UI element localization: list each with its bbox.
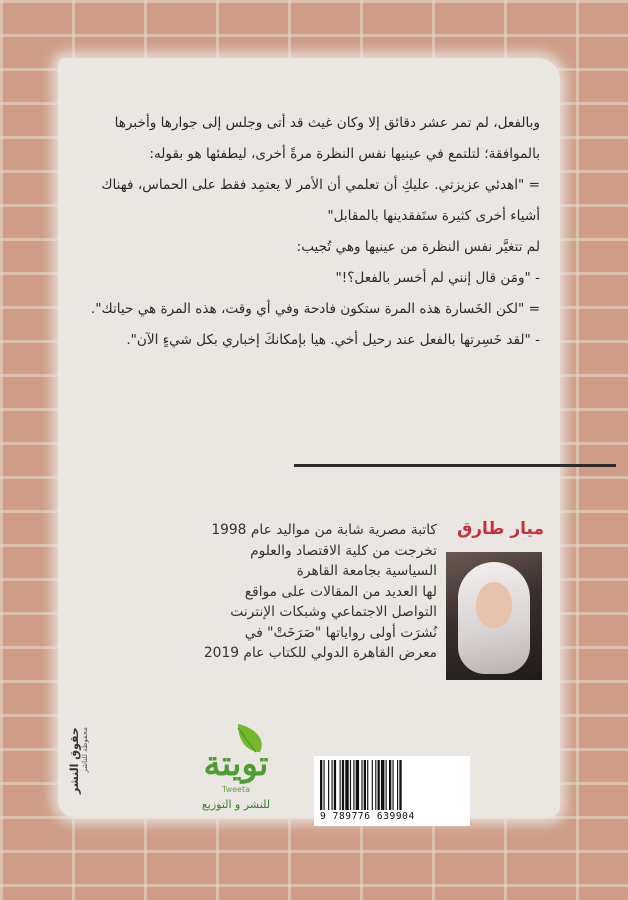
excerpt-paragraph-2: = "اهدئي عزيزتي. عليكِ أن تعلمي أن الأمر لا يعتمِد فقط على الحماس، فهناك أشياء أخرى كثيرة ستَفقدينها بالمقابل": [101, 177, 540, 224]
isbn-barcode: [314, 756, 470, 826]
excerpt-paragraph-6: - "لقد خَسِرتها بالفعل عند رحيل أخي. هيا بإمكانكَ إخباري بكل شيءٍ الآن".: [126, 332, 540, 348]
author-photo-face: [476, 582, 512, 628]
excerpt-paragraph-3: لم تتغيَّر نفس النظرة من عينيها وهي تُجيب:: [296, 239, 540, 255]
bio-line: لها العديد من المقالات على مواقع: [244, 583, 437, 600]
publisher-logo-text: تويتة: [203, 744, 269, 784]
isbn-number: 9 789776 639904: [320, 811, 415, 822]
barcode-bars: [320, 760, 464, 810]
bio-line: التواصل الاجتماعي وشبكات الإنترنت: [230, 604, 437, 620]
author-name: ميار طارق: [457, 519, 544, 539]
rights-notice: [68, 727, 89, 794]
section-divider: [294, 464, 616, 467]
bio-line: كاتبة مصرية شابة من مواليد عام 1998: [211, 522, 437, 538]
bio-line: تخرجت من كلية الاقتصاد والعلوم: [250, 542, 437, 559]
rights-line-1: حقوق النشر: [68, 727, 81, 794]
excerpt-paragraph-5: = "لكن الخَسارة هذه المرة ستكون فادحة وفي أي وقت، هذه المرة هي حياتك".: [90, 301, 540, 317]
publisher-latin-name: Tweeta: [222, 785, 250, 794]
excerpt-paragraph-1: وبالفعل، لم تمر عشر دقائق إلا وكان غيث قد أتى وجلس إلى جوارها وأخبرها بالموافقة؛ لتلتمع في عينيها نفس النظرة مرةً أخرى، ليطفئها هو بقوله:: [114, 115, 540, 162]
rights-line-2: محفوظة للناشر: [81, 727, 89, 773]
bio-line: السياسية بجامعة القاهرة: [296, 563, 437, 579]
bio-line: معرض القاهرة الدولي للكتاب عام 2019: [203, 645, 437, 661]
excerpt-paragraph-4: - "ومَن قال إنني لم أخسر بالفعل؟!": [335, 270, 540, 286]
author-bio: [80, 520, 437, 664]
author-photo: [446, 552, 542, 680]
publisher-subtitle: للنشر و التوزيع: [201, 798, 271, 811]
book-excerpt: [86, 108, 540, 356]
bio-line: نُشرَت أولى رواياتها "صَرَخَتْ" في: [244, 624, 437, 641]
